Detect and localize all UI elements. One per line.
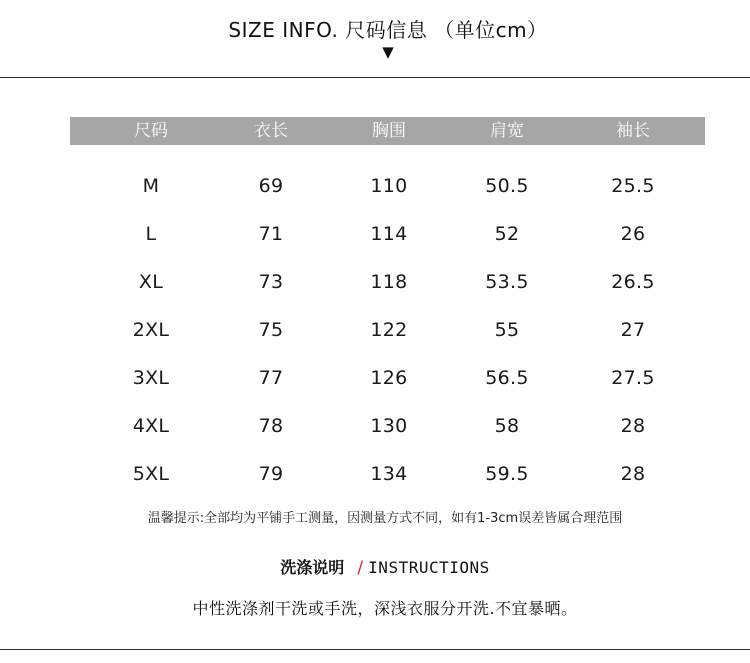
size-cell: XL: [138, 271, 164, 293]
shoulder-cell: 52: [494, 223, 520, 245]
size-cell: 5XL: [132, 463, 170, 485]
table-row: [0, 317, 750, 365]
sleeve-cell: 27: [620, 319, 646, 341]
column-header-sleeve: 袖长: [616, 121, 650, 141]
length-cell: 73: [258, 271, 284, 293]
shoulder-cell: 56.5: [485, 367, 529, 389]
length-cell: 78: [258, 415, 284, 437]
measurement-note: 温馨提示:全部均为平铺手工测量，因测量方式不同，如有1-3cm误差皆属合理范围: [147, 511, 623, 526]
sleeve-cell: 26: [620, 223, 646, 245]
shoulder-cell: 50.5: [485, 175, 529, 197]
instructions-heading-cn: 洗涤说明: [280, 558, 345, 577]
length-cell: 69: [258, 175, 284, 197]
chest-cell: 122: [370, 319, 408, 341]
sleeve-cell: 28: [620, 463, 646, 485]
instructions-heading-en: INSTRUCTIONS: [368, 558, 490, 577]
sleeve-cell: 25.5: [611, 175, 655, 197]
table-row: [0, 461, 750, 509]
chest-cell: 118: [370, 271, 408, 293]
chest-cell: 130: [370, 415, 408, 437]
length-cell: 71: [258, 223, 284, 245]
column-header-size: 尺码: [134, 121, 168, 141]
column-header-shoulder: 肩宽: [490, 121, 524, 141]
shoulder-cell: 55: [494, 319, 520, 341]
chest-cell: 134: [370, 463, 408, 485]
shoulder-cell: 53.5: [485, 271, 529, 293]
length-cell: 75: [258, 319, 284, 341]
top-divider: [0, 77, 750, 78]
size-cell: L: [145, 223, 157, 245]
heading-slash: /: [357, 558, 364, 578]
chest-cell: 110: [370, 175, 408, 197]
length-cell: 79: [258, 463, 284, 485]
table-row: [0, 269, 750, 317]
instructions-heading: [0, 555, 750, 578]
page-title: SIZE INFO. 尺码信息 （单位cm）: [228, 18, 548, 42]
size-table-header: [70, 117, 705, 145]
shoulder-cell: 59.5: [485, 463, 529, 485]
column-header-chest: 胸围: [372, 121, 406, 141]
table-row: [0, 365, 750, 413]
sleeve-cell: 28: [620, 415, 646, 437]
chest-cell: 114: [370, 223, 408, 245]
size-cell: 3XL: [132, 367, 170, 389]
sleeve-cell: 26.5: [611, 271, 655, 293]
length-cell: 77: [258, 367, 284, 389]
size-cell: M: [142, 175, 160, 197]
size-cell: 4XL: [132, 415, 170, 437]
sleeve-cell: 27.5: [611, 367, 655, 389]
size-cell: 2XL: [132, 319, 170, 341]
chest-cell: 126: [370, 367, 408, 389]
bottom-divider: [0, 649, 750, 650]
column-header-length: 衣长: [254, 121, 288, 141]
table-row: [0, 221, 750, 269]
down-triangle-icon: ▼: [382, 43, 394, 61]
wash-instructions-text: 中性洗涤剂干洗或手洗，深浅衣服分开洗.不宜暴晒。: [192, 599, 578, 618]
table-row: [0, 413, 750, 461]
table-row: [0, 173, 750, 221]
shoulder-cell: 58: [494, 415, 520, 437]
